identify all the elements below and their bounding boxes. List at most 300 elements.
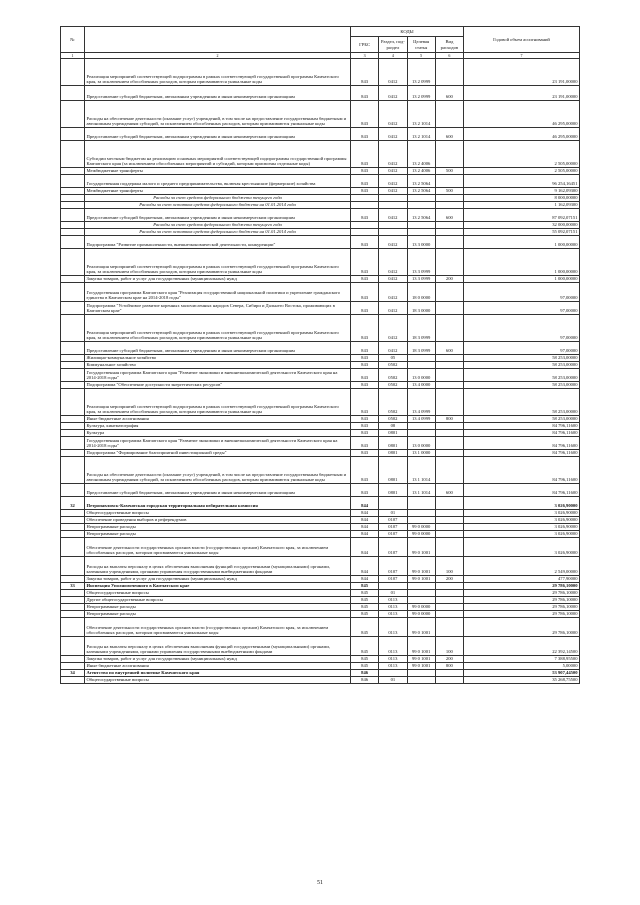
row-number-cell xyxy=(61,430,85,437)
row-amount-cell: 84 796,11600 xyxy=(464,423,580,430)
row-target-article-cell: 99 0 1001 xyxy=(407,576,435,583)
row-grbs-cell: 843 xyxy=(351,355,379,362)
row-grbs-cell: 843 xyxy=(351,86,379,101)
row-razdel-cell: 0412 xyxy=(379,315,407,342)
row-number-cell xyxy=(61,597,85,604)
row-target-article-cell: 13 2 5064 xyxy=(407,188,435,195)
row-number-cell xyxy=(61,450,85,457)
row-target-article-cell: 13 4 0000 xyxy=(407,382,435,389)
row-amount-cell: 97,00000 xyxy=(464,283,580,302)
row-grbs-cell: 844 xyxy=(351,497,379,510)
row-name-cell: Обеспечение проведения выборов и референдумов xyxy=(85,517,351,524)
table-row xyxy=(61,597,580,604)
row-expense-type-cell xyxy=(435,524,463,531)
row-expense-type-cell xyxy=(435,362,463,369)
row-target-article-cell xyxy=(407,195,435,202)
row-expense-type-cell xyxy=(435,355,463,362)
row-amount-cell: 22 392,14500 xyxy=(464,637,580,656)
row-razdel-cell xyxy=(379,202,407,209)
row-number-cell xyxy=(61,276,85,283)
row-amount-cell: 29 786,10000 xyxy=(464,583,580,590)
row-razdel-cell: 0412 xyxy=(379,342,407,355)
row-target-article-cell: 13 1 0000 xyxy=(407,450,435,457)
row-expense-type-cell: 600 xyxy=(435,342,463,355)
row-expense-type-cell xyxy=(435,538,463,557)
table-row xyxy=(61,195,580,202)
row-number-cell xyxy=(61,524,85,531)
row-grbs-cell xyxy=(351,202,379,209)
row-expense-type-cell xyxy=(435,423,463,430)
row-number-cell xyxy=(61,141,85,168)
row-razdel-cell: 0412 xyxy=(379,188,407,195)
row-razdel-cell: 0801 xyxy=(379,484,407,497)
table-row xyxy=(61,497,580,510)
row-grbs-cell: 843 xyxy=(351,302,379,315)
table-body xyxy=(61,59,580,684)
row-name-cell: Непрограммные расходы xyxy=(85,524,351,531)
row-razdel-cell: 0502 xyxy=(379,362,407,369)
row-number-cell xyxy=(61,168,85,175)
row-expense-type-cell xyxy=(435,283,463,302)
row-razdel-cell xyxy=(379,195,407,202)
row-amount-cell: 7 388,95500 xyxy=(464,656,580,663)
row-target-article-cell: 13 1 1014 xyxy=(407,484,435,497)
table-row xyxy=(61,175,580,188)
row-number-cell xyxy=(61,637,85,656)
table-row xyxy=(61,101,580,128)
table-row xyxy=(61,576,580,583)
row-grbs-cell: 844 xyxy=(351,576,379,583)
row-grbs-cell: 843 xyxy=(351,423,379,430)
budget-page xyxy=(60,26,580,684)
row-grbs-cell: 843 xyxy=(351,430,379,437)
budget-table xyxy=(60,26,580,684)
table-row xyxy=(61,342,580,355)
row-expense-type-cell: 200 xyxy=(435,576,463,583)
row-name-cell: Государственная поддержка малого и среднего предпринимательства, включая крестьянские (фермерские) хозяйства xyxy=(85,175,351,188)
table-row xyxy=(61,510,580,517)
row-target-article-cell xyxy=(407,430,435,437)
row-number-cell xyxy=(61,188,85,195)
row-razdel-cell: 0801 xyxy=(379,430,407,437)
row-name-cell: Реализация мероприятий соответствующей подпрограммы в рамках соответствующей государственной программы Камчатского края, за исключением обособленных расходов, которым присваиваются уникальные коды xyxy=(85,59,351,86)
row-number-cell xyxy=(61,416,85,423)
row-name-cell: Расходы на обеспечение деятельности (оказание услуг) учреждений, в том числе на предоставление государственным бюджетным и автономным учреждениям субсидий, за исключением обособленных расходов, которым присваиваются уникальные коды xyxy=(85,457,351,484)
table-header-row xyxy=(61,27,580,37)
row-name-cell: Расходы за счет средств федерального бюджета текущего года xyxy=(85,222,351,229)
table-row xyxy=(61,249,580,276)
row-grbs-cell xyxy=(351,229,379,236)
table-row xyxy=(61,457,580,484)
row-expense-type-cell xyxy=(435,389,463,416)
row-name-cell: Общегосударственные вопросы xyxy=(85,510,351,517)
table-row xyxy=(61,416,580,423)
row-razdel-cell: 0113 xyxy=(379,663,407,670)
row-grbs-cell: 843 xyxy=(351,249,379,276)
row-razdel-cell: 0801 xyxy=(379,450,407,457)
row-name-cell: Расходы на выплаты персоналу в целях обеспечения выполнения функций государственными (муниципальными) органами, казенными учреждениями, органами управления государственными внебюджетными фондами xyxy=(85,637,351,656)
row-target-article-cell: 13 4 0999 xyxy=(407,389,435,416)
row-number-cell: 33 xyxy=(61,583,85,590)
row-target-article-cell: 13 3 0000 xyxy=(407,236,435,249)
colnum: 1 xyxy=(61,53,85,59)
header-codes: КОДЫ xyxy=(351,27,464,37)
header-cs: Целевая статья xyxy=(407,37,435,53)
row-amount-cell: 84 796,11600 xyxy=(464,430,580,437)
row-amount-cell: 35 268,75500 xyxy=(464,677,580,684)
table-row xyxy=(61,128,580,141)
table-row xyxy=(61,677,580,684)
table-row xyxy=(61,236,580,249)
row-number-cell xyxy=(61,382,85,389)
row-grbs-cell: 843 xyxy=(351,283,379,302)
row-name-cell: Иные бюджетные ассигнования xyxy=(85,416,351,423)
row-grbs-cell: 845 xyxy=(351,604,379,611)
row-number-cell xyxy=(61,604,85,611)
row-expense-type-cell xyxy=(435,611,463,618)
table-row xyxy=(61,86,580,101)
row-target-article-cell xyxy=(407,510,435,517)
row-number-cell xyxy=(61,283,85,302)
row-expense-type-cell: 200 xyxy=(435,656,463,663)
row-name-cell: Подпрограмма "Развитие промышленности, внешнеэкономической деятельности, конкуренции" xyxy=(85,236,351,249)
row-expense-type-cell xyxy=(435,457,463,484)
row-amount-cell: 58 253,00000 xyxy=(464,389,580,416)
row-target-article-cell xyxy=(407,597,435,604)
row-amount-cell: 84 796,11600 xyxy=(464,484,580,497)
row-amount-cell: 23 191,00000 xyxy=(464,86,580,101)
row-name-cell: Предоставление субсидий бюджетным, автономным учреждениям и иным некоммерческим организациям xyxy=(85,128,351,141)
row-number-cell xyxy=(61,457,85,484)
row-number-cell xyxy=(61,423,85,430)
table-row xyxy=(61,538,580,557)
row-number-cell xyxy=(61,576,85,583)
table-row xyxy=(61,618,580,637)
row-expense-type-cell: 800 xyxy=(435,416,463,423)
table-row xyxy=(61,168,580,175)
row-grbs-cell: 846 xyxy=(351,670,379,677)
row-razdel-cell: 0107 xyxy=(379,576,407,583)
row-target-article-cell: 18 0 0000 xyxy=(407,283,435,302)
row-amount-cell: 3 026,90000 xyxy=(464,531,580,538)
row-name-cell: Непрограммные расходы xyxy=(85,611,351,618)
row-number-cell xyxy=(61,202,85,209)
row-razdel-cell: 0113 xyxy=(379,604,407,611)
row-amount-cell: 23 191,00000 xyxy=(464,59,580,86)
row-name-cell: Подпрограмма "Устойчивое развитие коренных малочисленных народов Севера, Сибири и Дальнего Востока, проживающих в Камчатском крае" xyxy=(85,302,351,315)
row-number-cell xyxy=(61,590,85,597)
header-vr: Вид расходов xyxy=(435,37,463,53)
table-row xyxy=(61,637,580,656)
table-row xyxy=(61,663,580,670)
row-target-article-cell: 13 2 4006 xyxy=(407,168,435,175)
row-target-article-cell: 99 0 1001 xyxy=(407,663,435,670)
row-amount-cell: 3 026,90000 xyxy=(464,497,580,510)
row-expense-type-cell xyxy=(435,195,463,202)
table-row xyxy=(61,276,580,283)
row-name-cell: Другие общегосударственные вопросы xyxy=(85,597,351,604)
row-razdel-cell xyxy=(379,497,407,510)
row-name-cell: Расходы на обеспечение деятельности (оказание услуг) учреждений, в том числе на предоставление государственным бюджетным и автономным учреждениям субсидий, за исключением обособленных расходов, которым присваиваются уникальные коды xyxy=(85,101,351,128)
row-number-cell xyxy=(61,128,85,141)
row-amount-cell: 5,00000 xyxy=(464,663,580,670)
row-amount-cell: 2 505,00000 xyxy=(464,141,580,168)
row-grbs-cell: 845 xyxy=(351,583,379,590)
row-razdel-cell: 0107 xyxy=(379,517,407,524)
row-grbs-cell xyxy=(351,195,379,202)
table-row xyxy=(61,670,580,677)
row-expense-type-cell xyxy=(435,175,463,188)
row-grbs-cell: 843 xyxy=(351,362,379,369)
row-target-article-cell: 13 0 0000 xyxy=(407,369,435,382)
row-target-article-cell: 13 2 4006 xyxy=(407,141,435,168)
row-target-article-cell xyxy=(407,202,435,209)
row-amount-cell: 97,00000 xyxy=(464,315,580,342)
row-target-article-cell: 99 0 1001 xyxy=(407,637,435,656)
row-amount-cell: 58 253,00000 xyxy=(464,369,580,382)
row-target-article-cell xyxy=(407,583,435,590)
row-amount-cell: 1 000,00000 xyxy=(464,236,580,249)
row-expense-type-cell xyxy=(435,583,463,590)
row-amount-cell: 87 092,07151 xyxy=(464,209,580,222)
row-razdel-cell: 0412 xyxy=(379,86,407,101)
table-row xyxy=(61,437,580,450)
row-target-article-cell: 13 2 0999 xyxy=(407,59,435,86)
row-number-cell xyxy=(61,236,85,249)
row-target-article-cell xyxy=(407,355,435,362)
row-target-article-cell: 13 2 1014 xyxy=(407,128,435,141)
row-number-cell xyxy=(61,342,85,355)
row-razdel-cell: 0113 xyxy=(379,637,407,656)
row-amount-cell: 3 026,90000 xyxy=(464,517,580,524)
table-row xyxy=(61,202,580,209)
row-name-cell: Инспекция Уполномоченного в Камчатском крае xyxy=(85,583,351,590)
row-razdel-cell: 0412 xyxy=(379,168,407,175)
row-target-article-cell xyxy=(407,590,435,597)
row-grbs-cell: 843 xyxy=(351,276,379,283)
row-grbs-cell: 843 xyxy=(351,188,379,195)
row-expense-type-cell xyxy=(435,677,463,684)
row-razdel-cell: 0113 xyxy=(379,597,407,604)
row-name-cell: Агентство по внутренней политике Камчатского края xyxy=(85,670,351,677)
colnum: 5 xyxy=(407,53,435,59)
row-target-article-cell: 99 0 0000 xyxy=(407,611,435,618)
row-expense-type-cell xyxy=(435,597,463,604)
row-grbs-cell: 843 xyxy=(351,416,379,423)
row-number-cell xyxy=(61,302,85,315)
row-razdel-cell: 0502 xyxy=(379,389,407,416)
row-target-article-cell: 13 2 5064 xyxy=(407,175,435,188)
row-target-article-cell xyxy=(407,670,435,677)
row-expense-type-cell: 100 xyxy=(435,637,463,656)
row-expense-type-cell xyxy=(435,202,463,209)
row-name-cell: Обеспечение деятельности государственных органов власти (государственных органов) Камчатского края, за исключением обособленных расходов, которым присваиваются уникальные коды xyxy=(85,618,351,637)
row-razdel-cell xyxy=(379,670,407,677)
row-grbs-cell: 844 xyxy=(351,531,379,538)
row-number-cell xyxy=(61,656,85,663)
row-target-article-cell xyxy=(407,497,435,510)
row-razdel-cell: 0113 xyxy=(379,611,407,618)
row-name-cell: Предоставление субсидий бюджетным, автономным учреждениям и иным некоммерческим организациям xyxy=(85,342,351,355)
row-name-cell: Непрограммные расходы xyxy=(85,604,351,611)
row-grbs-cell: 845 xyxy=(351,663,379,670)
row-amount-cell: 58 253,00000 xyxy=(464,382,580,389)
row-amount-cell: 477,90000 xyxy=(464,576,580,583)
row-target-article-cell: 13 3 0999 xyxy=(407,249,435,276)
colnum: 2 xyxy=(85,53,351,59)
table-row xyxy=(61,355,580,362)
row-name-cell: Государственная программа Камчатского края "Развитие экономики и внешнеэкономической деятельности Камчатского края на 2014-2018 годы" xyxy=(85,369,351,382)
row-amount-cell: 29 786,10000 xyxy=(464,618,580,637)
row-amount-cell: 3 026,90000 xyxy=(464,524,580,531)
row-target-article-cell: 13 4 0999 xyxy=(407,416,435,423)
row-grbs-cell: 843 xyxy=(351,236,379,249)
row-amount-cell: 97,00000 xyxy=(464,342,580,355)
row-razdel-cell: 0412 xyxy=(379,175,407,188)
row-razdel-cell: 01 xyxy=(379,510,407,517)
row-name-cell: Предоставление субсидий бюджетным, автономным учреждениям и иным некоммерческим организациям xyxy=(85,209,351,222)
row-target-article-cell xyxy=(407,677,435,684)
row-razdel-cell: 08 xyxy=(379,423,407,430)
row-number-cell: 34 xyxy=(61,670,85,677)
row-name-cell: Реализация мероприятий соответствующей подпрограммы в рамках соответствующей государственной программы Камчатского края, за исключением обособленных расходов, которым присваиваются уникальные коды xyxy=(85,249,351,276)
row-name-cell: Государственная программа Камчатского края "Развитие экономики и внешнеэкономической деятельности Камчатского края на 2014-2018 годы" xyxy=(85,437,351,450)
row-name-cell: Жилищно-коммунальное хозяйство xyxy=(85,355,351,362)
row-target-article-cell xyxy=(407,423,435,430)
row-expense-type-cell xyxy=(435,430,463,437)
row-target-article-cell: 99 0 1001 xyxy=(407,538,435,557)
row-name-cell: Расходы за счет остатков средств федерального бюджета на 01.01.2014 года xyxy=(85,202,351,209)
row-expense-type-cell xyxy=(435,382,463,389)
row-grbs-cell xyxy=(351,222,379,229)
row-grbs-cell: 846 xyxy=(351,677,379,684)
row-razdel-cell: 0412 xyxy=(379,249,407,276)
row-razdel-cell: 0412 xyxy=(379,59,407,86)
row-expense-type-cell xyxy=(435,302,463,315)
header-amount: Годовой объем ассигнований xyxy=(464,27,580,53)
row-grbs-cell: 844 xyxy=(351,524,379,531)
row-expense-type-cell: 800 xyxy=(435,663,463,670)
row-number-cell xyxy=(61,86,85,101)
row-target-article-cell: 13 0 0000 xyxy=(407,437,435,450)
row-name-cell: Культура xyxy=(85,430,351,437)
colnum: 6 xyxy=(435,53,463,59)
row-grbs-cell: 845 xyxy=(351,618,379,637)
row-razdel-cell: 0107 xyxy=(379,557,407,576)
row-razdel-cell: 05 xyxy=(379,355,407,362)
row-amount-cell: 1 000,00000 xyxy=(464,249,580,276)
row-razdel-cell: 0412 xyxy=(379,283,407,302)
row-expense-type-cell xyxy=(435,141,463,168)
table-row xyxy=(61,450,580,457)
colnum: 4 xyxy=(379,53,407,59)
table-row xyxy=(61,430,580,437)
row-razdel-cell: 0502 xyxy=(379,416,407,423)
row-razdel-cell: 0107 xyxy=(379,531,407,538)
row-amount-cell: 58 253,00000 xyxy=(464,355,580,362)
table-row xyxy=(61,531,580,538)
row-amount-cell: 29 786,10000 xyxy=(464,590,580,597)
row-razdel-cell: 0412 xyxy=(379,302,407,315)
table-row xyxy=(61,362,580,369)
row-razdel-cell: 0107 xyxy=(379,524,407,531)
row-grbs-cell: 843 xyxy=(351,450,379,457)
row-target-article-cell: 13 2 0999 xyxy=(407,86,435,101)
row-amount-cell: 29 786,10000 xyxy=(464,611,580,618)
row-target-article-cell: 99 0 0000 xyxy=(407,531,435,538)
row-expense-type-cell: 600 xyxy=(435,484,463,497)
row-razdel-cell: 0412 xyxy=(379,209,407,222)
row-number-cell xyxy=(61,557,85,576)
row-grbs-cell: 844 xyxy=(351,510,379,517)
table-row xyxy=(61,611,580,618)
row-expense-type-cell xyxy=(435,531,463,538)
row-expense-type-cell xyxy=(435,369,463,382)
header-no: № xyxy=(61,27,85,53)
row-razdel-cell xyxy=(379,583,407,590)
row-grbs-cell: 843 xyxy=(351,457,379,484)
row-expense-type-cell xyxy=(435,590,463,597)
row-razdel-cell: 0801 xyxy=(379,437,407,450)
colnum: 3 xyxy=(351,53,379,59)
row-expense-type-cell xyxy=(435,229,463,236)
row-number-cell xyxy=(61,663,85,670)
table-row xyxy=(61,222,580,229)
row-grbs-cell: 843 xyxy=(351,175,379,188)
row-target-article-cell: 99 0 1001 xyxy=(407,557,435,576)
row-number-cell xyxy=(61,195,85,202)
row-expense-type-cell xyxy=(435,315,463,342)
row-number-cell xyxy=(61,222,85,229)
row-number-cell xyxy=(61,355,85,362)
row-name-cell: Подпрограмма "Обеспечение доступности энергетических ресурсов" xyxy=(85,382,351,389)
row-name-cell: Межбюджетные трансферты xyxy=(85,188,351,195)
row-expense-type-cell: 600 xyxy=(435,209,463,222)
row-expense-type-cell: 600 xyxy=(435,128,463,141)
row-number-cell xyxy=(61,531,85,538)
row-razdel-cell: 01 xyxy=(379,677,407,684)
table-row xyxy=(61,382,580,389)
row-name-cell: Общегосударственные вопросы xyxy=(85,590,351,597)
row-target-article-cell: 99 0 1001 xyxy=(407,656,435,663)
row-name-cell: Коммунальное хозяйство xyxy=(85,362,351,369)
row-amount-cell: 2 505,00000 xyxy=(464,168,580,175)
row-target-article-cell: 13 2 5064 xyxy=(407,209,435,222)
row-name-cell: Реализация мероприятий соответствующей подпрограммы в рамках соответствующей государственной программы Камчатского края, за исключением обособленных расходов, которым присваиваются уникальные коды xyxy=(85,315,351,342)
row-expense-type-cell: 200 xyxy=(435,276,463,283)
table-row xyxy=(61,604,580,611)
row-razdel-cell: 01 xyxy=(379,590,407,597)
table-row xyxy=(61,590,580,597)
row-amount-cell: 32 000,00000 xyxy=(464,222,580,229)
row-number-cell xyxy=(61,437,85,450)
row-number-cell xyxy=(61,175,85,188)
table-row xyxy=(61,524,580,531)
row-number-cell xyxy=(61,538,85,557)
row-expense-type-cell xyxy=(435,497,463,510)
row-number-cell xyxy=(61,59,85,86)
row-target-article-cell xyxy=(407,517,435,524)
row-number-cell xyxy=(61,677,85,684)
row-number-cell xyxy=(61,249,85,276)
table-row xyxy=(61,283,580,302)
row-expense-type-cell xyxy=(435,670,463,677)
row-number-cell xyxy=(61,510,85,517)
row-amount-cell: 3 026,90000 xyxy=(464,510,580,517)
row-grbs-cell: 843 xyxy=(351,382,379,389)
row-amount-cell: 1 000,00000 xyxy=(464,276,580,283)
row-grbs-cell: 843 xyxy=(351,101,379,128)
